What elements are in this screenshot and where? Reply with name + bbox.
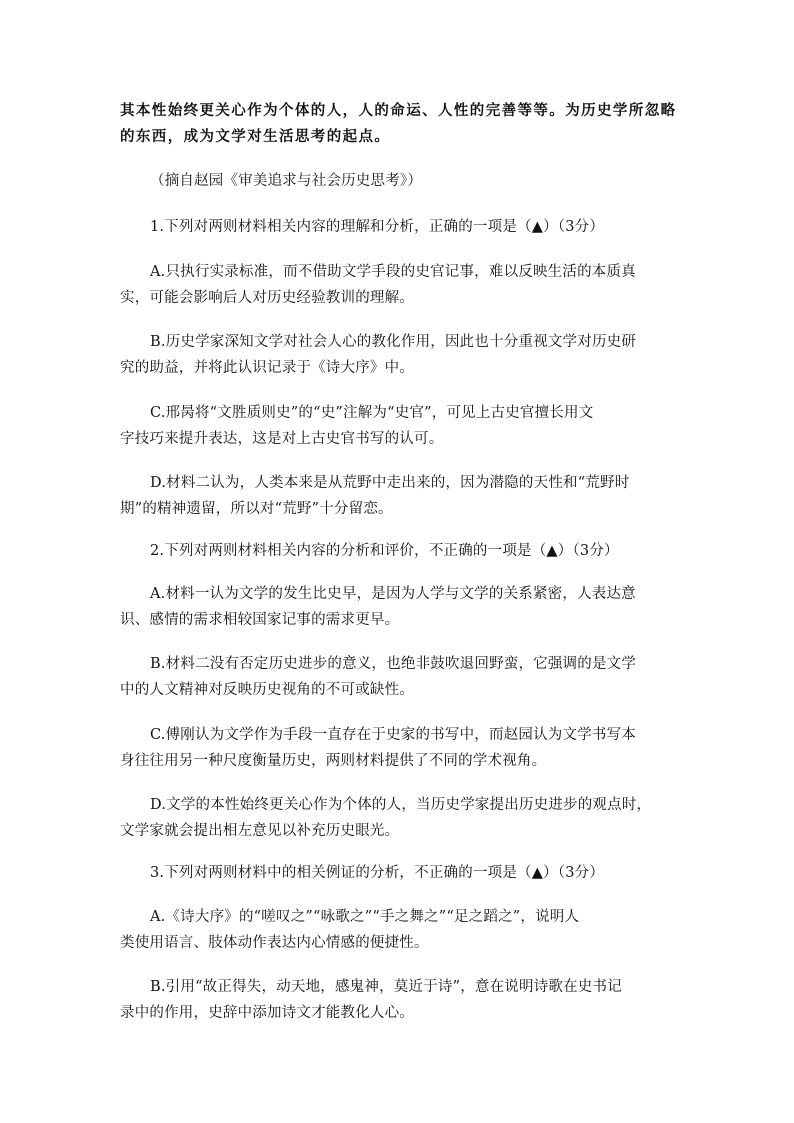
question-3-option-a [120,904,678,956]
question-1-option-d [120,470,678,522]
question-2-option-a [120,581,678,633]
question-3-stem: 3.下列对两则材料中的相关例证的分析，不正确的一项是（▲）（3分） [150,865,605,881]
text-line: A.材料一认为文学的发生比史早，是因为人学与文学的关系紧密，人表达意 [150,586,636,602]
text-line: 字技巧来提升表达，这是对上古史官书写的认可。 [120,431,444,447]
question-2-option-d [120,792,678,844]
source-citation: （摘自赵园《审美追求与社会历史思考》） [150,173,423,189]
text-line: 期”的精神遗留，所以对“荒野”十分留恋。 [120,501,393,517]
text-line: 其本性始终更关心作为个体的人，人的命运、人性的完善等等。为历史学所忽略 [120,102,677,119]
text-line: 中的人文精神对反映历史视角的不可或缺性。 [120,682,414,698]
text-line: 识、感情的需求相较国家记事的需求更早。 [120,612,400,628]
text-line: D.文学的本性始终更关心作为个体的人，当历史学家提出历史进步的观点时， [150,797,652,813]
text-line: B.历史学家深知文学对社会人心的教化作用，因此也十分重视文学对历史研 [150,334,637,350]
question-1-option-b [120,329,678,381]
text-line: 类使用语言、肢体动作表达内心情感的便捷性。 [120,935,429,951]
text-line: D.材料二认为，人类本来是从荒野中走出来的，因为潜隐的天性和“荒野时 [150,475,630,491]
text-line: B.引用“故正得失，动天地，感鬼神，莫近于诗”，意在说明诗歌在史书记 [150,979,622,995]
lead-paragraph [120,98,678,150]
text-line: 录中的作用，史辞中添加诗文才能教化人心。 [120,1005,414,1021]
text-line: 身往往用另一种尺度衡量历史，两则材料提供了不同的学术视角。 [120,753,547,769]
text-line: C.邢昺将“文胜质则史”的“史”注解为“史官”，可见上古史官擅长用文 [150,405,594,421]
text-line: 的东西，成为文学对生活思考的起点。 [120,128,391,145]
question-1-stem: 1.下列对两则材料相关内容的理解和分析，正确的一项是（▲）（3分） [150,219,605,235]
text-line: 究的助益，并将此认识记录于《诗大序》中。 [120,360,414,376]
text-line: A.只执行实录标准，而不借助文学手段的史官记事，难以反映生活的本质真 [150,264,636,280]
text-line: 文学家就会提出相左意见以补充历史眼光。 [120,823,400,839]
question-2-option-c [120,722,678,774]
question-2-option-b [120,651,678,703]
question-1-option-a [120,259,678,311]
question-2-stem: 2.下列对两则材料相关内容的分析和评价，不正确的一项是（▲）（3分） [150,543,619,559]
text-line: 实，可能会影响后人对历史经验教训的理解。 [120,290,414,306]
text-line: C.傅刚认为文学作为手段一直存在于史家的书写中，而赵园认为文学书写本 [150,727,636,743]
question-1-option-c [120,400,678,452]
text-line: B.材料二没有否定历史进步的意义，也绝非鼓吹退回野蛮，它强调的是文学 [150,656,637,672]
question-3-option-b [120,974,678,1026]
text-line: A.《诗大序》的“嗟叹之”“咏歌之”“手之舞之”“足之蹈之”，说明人 [150,909,580,925]
